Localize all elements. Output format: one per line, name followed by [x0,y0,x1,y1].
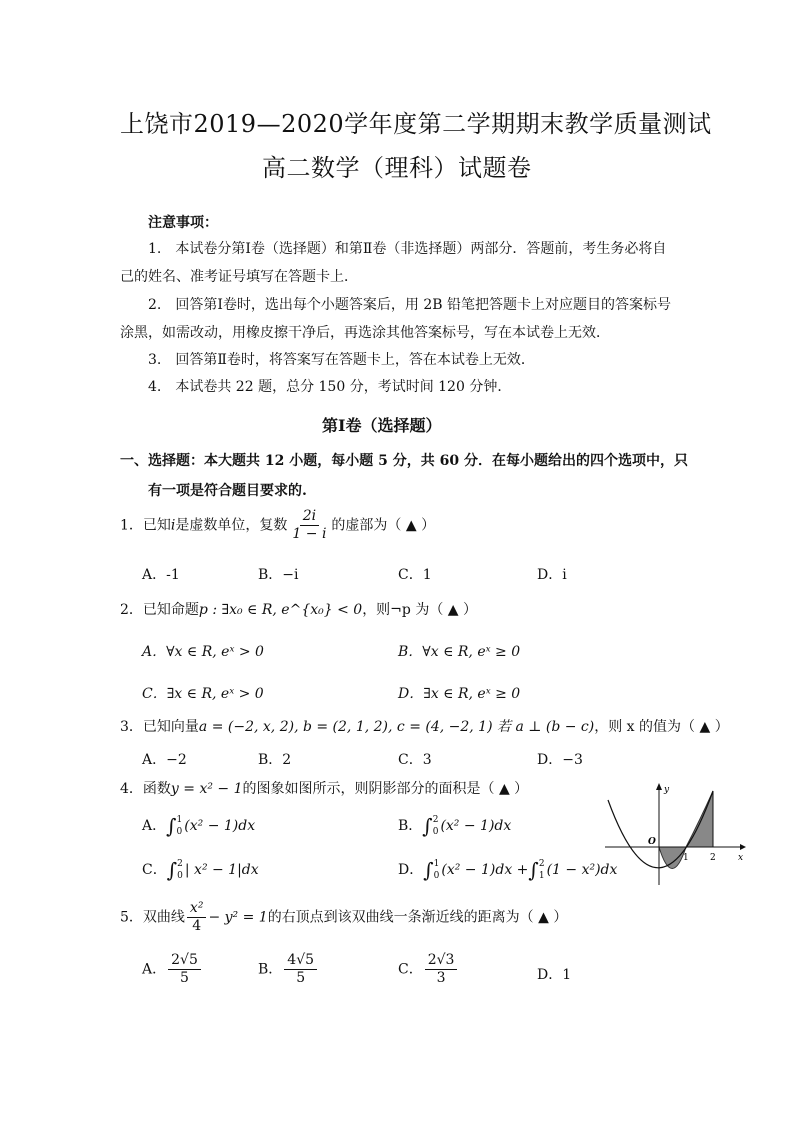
q4-option-b [398,814,511,838]
notice-item-1b: 己的姓名、准考证号填写在答题卡上． [120,269,358,285]
q2-prop: p : ∃x₀ ∈ R, e^{x₀} < 0 [198,602,363,618]
graph-tick-1: 1 [683,853,689,863]
integral-sign: ∫ [166,814,177,838]
notice-item-2a: 2. 回答第Ⅰ卷时，选出每个小题答案后，用 2B 铅笔把答题卡上对应题目的答案标号 [148,297,671,313]
q4-c-upper: 2 [177,859,183,869]
q1-pre: 1．已知 [120,517,171,534]
section-title: 第Ⅰ卷（选择题） [322,416,442,435]
q4-option-c [142,858,259,882]
q5-pre: 5．双曲线 [120,909,185,926]
q5-c-fraction [425,952,458,987]
q5-b-den: 5 [296,970,306,986]
q2-post: ，则¬p 为（ ▲ ） [362,602,477,618]
q4-option-a [142,814,255,838]
q5-eq-den: 4 [192,918,202,934]
q3-post: ，则 x 的值为（ ▲ ） [594,719,729,735]
q5-c-label: C． [398,961,423,978]
q5-a-num: 2√5 [168,952,201,970]
q3-pre: 3．已知向量 [120,719,199,735]
q1-option-b: B．−i [258,567,299,583]
section-instruction-b: 有一项是符合题目要求的. [148,483,307,499]
q4-d-expr1: (x² − 1)dx + [441,862,529,878]
q4-pre: 4．函数 [120,781,171,797]
q5-eq-num: x² [187,900,207,918]
question-2 [120,599,477,619]
q4-b-label: B． [398,818,423,834]
q2-option-a: A．∀x ∈ R, eˣ > 0 [142,644,264,660]
q4-b-expr: (x² − 1)dx [440,818,512,834]
q5-eq-fraction [187,900,207,935]
q4-d-expr2: (1 − x²)dx [546,862,618,878]
q4-a-lower: 0 [176,827,183,837]
x-axis-arrow [740,844,746,850]
integral-sign: ∫ [422,814,433,838]
exam-title-line2: 高二数学（理科）试题卷 [262,154,532,182]
q4-b-lower: 0 [432,827,439,837]
q5-b-num: 4√5 [284,952,317,970]
q4-d-upper1: 1 [433,859,440,869]
parabola-graph [600,780,750,890]
q1-option-c: C．1 [398,567,432,583]
parabola-curve [608,791,713,868]
q4-c-label: C． [142,862,167,878]
q5-b-fraction [284,952,317,987]
q5-post: 的右顶点到该双曲线一条渐近线的距离为（ ▲ ） [267,909,568,926]
q1-den: 1 − i [292,526,327,542]
q4-func: y = x² − 1 [170,781,243,797]
q2-option-b: B．∀x ∈ R, eˣ ≥ 0 [398,644,521,660]
graph-tick-2: 2 [710,853,716,863]
q1-option-d: D．i [537,567,567,583]
notice-item-3: 3. 回答第Ⅱ卷时，将答案写在答题卡上，答在本试卷上无效． [148,352,535,368]
notice-item-4: 4. 本试卷共 22 题，总分 150 分，考试时间 120 分钟． [148,379,512,395]
q5-c-num: 2√3 [425,952,458,970]
y-axis-arrow [656,783,662,790]
q5-a-fraction [168,952,201,987]
shaded-region-above [686,791,713,847]
q1-num: 2i [300,508,319,526]
q4-b-upper: 2 [432,815,439,825]
q1-option-a: A．-1 [142,567,180,583]
q2-option-d: D．∃x ∈ R, eˣ ≥ 0 [398,686,521,702]
integral-sign: ∫ [166,858,178,882]
q5-option-d: D．1 [537,967,572,983]
notice-item-2b: 涂黑，如需改动，用橡皮擦干净后，再选涂其他答案标号，写在本试卷上无效． [120,325,610,341]
q5-a-label: A． [142,961,167,978]
question-1 [120,508,435,543]
graph-x-label: x [738,853,744,863]
q5-eq-rest: − y² = 1 [208,909,268,926]
q3-option-c: C．3 [398,752,432,768]
q3-option-b: B．2 [258,752,292,768]
notice-item-1a: 1. 本试卷分第Ⅰ卷（选择题）和第Ⅱ卷（非选择题）两部分．答题前，考生务必将自 [148,241,667,257]
q1-fraction [289,508,329,543]
graph-y-label: y [664,785,670,795]
q5-option-a [142,952,203,987]
q1-var: i [170,517,176,534]
q4-post: 的图象如图所示，则阴影部分的面积是（ ▲ ） [242,781,529,797]
q5-option-c [398,952,459,987]
q4-d-upper2: 2 [538,859,545,869]
graph-origin-label: O [648,837,656,847]
q3-vectors: a = (−2, x, 2), b = (2, 1, 2), c = (4, −2, 1) [198,719,493,735]
q4-d-lower1: 0 [433,871,440,881]
section-instruction-a: 一、选择题：本大题共 12 小题，每小题 5 分，共 60 分．在每小题给出的四个选项中，只 [120,453,688,469]
q2-option-c: C．∃x ∈ R, eˣ > 0 [142,686,264,702]
notice-heading: 注意事项： [148,215,218,231]
integral-sign: ∫ [423,858,434,882]
q5-option-b [258,952,319,987]
q2-pre: 2．已知命题 [120,602,199,618]
q5-c-den: 3 [436,970,446,986]
q3-mid: 若 a ⊥ (b − c) [492,719,595,735]
q4-d-lower2: 1 [538,871,545,881]
exam-title-line1: 上饶市2019—2020学年度第二学期期末教学质量测试 [120,110,712,138]
q4-d-label: D． [398,862,424,878]
q4-option-d [398,858,617,882]
q1-post: 的虚部为（ ▲ ） [331,517,436,534]
q3-option-d: D．−3 [537,752,583,768]
integral-sign: ∫ [528,858,539,882]
q3-option-a: A．−2 [142,752,187,768]
q1-mid: 是虚数单位，复数 [175,517,288,534]
question-4 [120,778,528,798]
question-3 [120,716,729,736]
q4-a-upper: 1 [176,815,183,825]
q5-a-den: 5 [180,970,189,986]
question-5 [120,900,567,935]
q4-a-expr: (x² − 1)dx [184,818,256,834]
q4-c-lower: 0 [177,871,183,881]
q4-c-expr: | x² − 1|dx [184,862,259,878]
q5-b-label: B． [258,961,283,978]
shaded-region-below [659,847,686,869]
q4-a-label: A． [142,818,167,834]
